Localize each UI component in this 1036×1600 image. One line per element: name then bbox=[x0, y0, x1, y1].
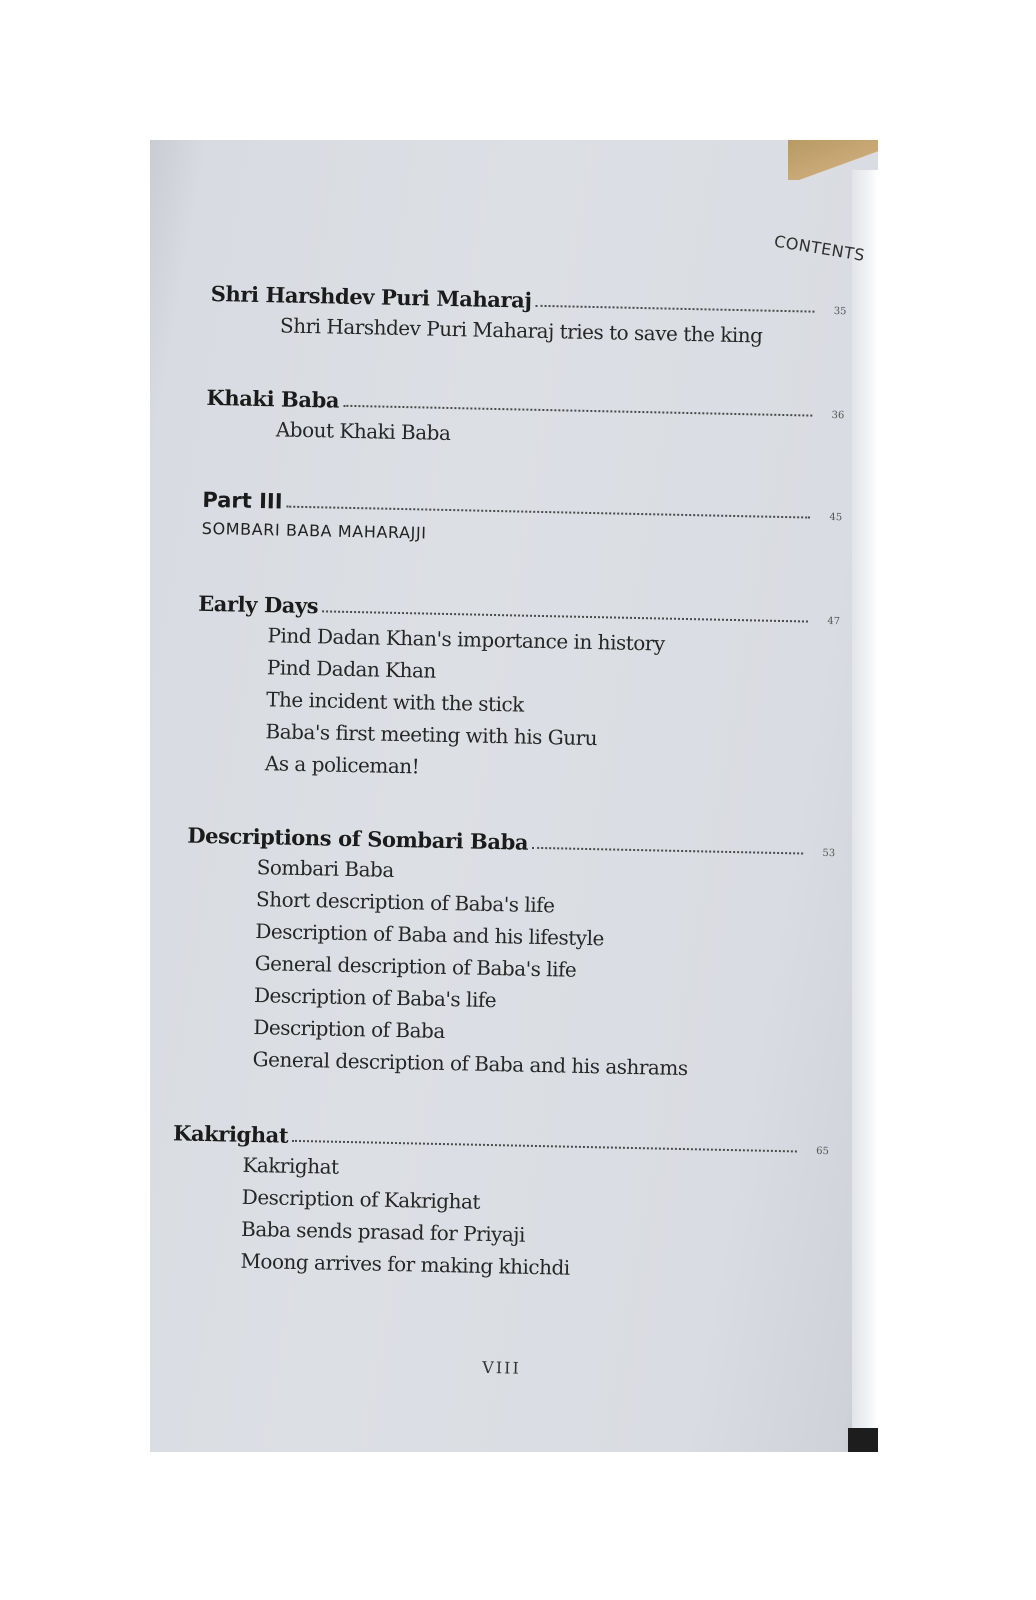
page-edge bbox=[852, 170, 878, 1452]
chapter-title: Kakrighat bbox=[172, 1120, 289, 1148]
subsection-item: Moong arrives for making khichdi bbox=[240, 1248, 570, 1280]
subsection-item: Description of Baba and his lifestyle bbox=[255, 919, 605, 951]
page-number: 35 bbox=[833, 306, 847, 318]
chapter-title: Descriptions of Sombari Baba bbox=[187, 822, 529, 855]
chapter-title: Khaki Baba bbox=[206, 384, 340, 413]
dot-leader bbox=[343, 405, 812, 417]
chapter-title: Early Days bbox=[197, 590, 319, 619]
toc-entry bbox=[206, 378, 845, 457]
subsection-list bbox=[195, 615, 841, 791]
part-title: Part III bbox=[202, 487, 283, 514]
toc-entry bbox=[195, 584, 841, 791]
subsection-list bbox=[170, 1147, 829, 1289]
page-number: 45 bbox=[829, 511, 843, 524]
subsection-item: Baba's first meeting with his Guru bbox=[265, 719, 598, 751]
subsection-item: Shri Harshdev Puri Maharaj tries to save the king bbox=[279, 313, 763, 348]
chapter-title: Shri Harshdev Puri Maharaj bbox=[210, 280, 532, 313]
dot-leader bbox=[535, 305, 814, 313]
page-folio: VIII bbox=[482, 1357, 521, 1378]
toc-entry bbox=[182, 816, 835, 1088]
subsection-item: Description of Baba bbox=[253, 1015, 446, 1044]
part-subtitle: SOMBARI BABA MAHARAJJI bbox=[201, 518, 427, 543]
subsection-item: As a policeman! bbox=[264, 751, 420, 779]
subsection-item: The incident with the stick bbox=[265, 687, 525, 717]
subsection-item: About Khaki Baba bbox=[275, 417, 451, 446]
subsection-item: Kakrighat bbox=[242, 1152, 339, 1179]
toc-entry bbox=[170, 1113, 829, 1289]
page-number: 65 bbox=[816, 1145, 830, 1158]
subsection-item: Description of Kakrighat bbox=[241, 1184, 481, 1214]
subsection-item: Sombari Baba bbox=[256, 855, 395, 882]
dot-leader bbox=[532, 847, 803, 855]
book-cover-corner bbox=[848, 1428, 878, 1452]
page-number: 47 bbox=[827, 615, 841, 628]
contents-page bbox=[150, 140, 867, 1452]
subsection-item: General description of Baba's life bbox=[254, 951, 577, 982]
running-head: CONTENTS bbox=[772, 231, 867, 265]
subsection-item: Pind Dadan Khan bbox=[266, 655, 437, 683]
page-number: 36 bbox=[831, 410, 845, 422]
subsection-item: Baba sends prasad for Priyaji bbox=[240, 1216, 526, 1247]
subsection-item: Description of Baba's life bbox=[253, 983, 497, 1013]
subsection-item: General description of Baba and his ashrams bbox=[252, 1047, 688, 1081]
subsection-item: Pind Dadan Khan's importance in history bbox=[267, 623, 665, 656]
subsection-item: Short description of Baba's life bbox=[255, 887, 555, 918]
subsection-list bbox=[182, 847, 836, 1088]
page-number: 53 bbox=[822, 847, 836, 860]
book-page-photo bbox=[150, 140, 878, 1452]
toc-entry bbox=[210, 274, 847, 353]
dot-leader bbox=[322, 610, 808, 622]
toc-part-entry bbox=[201, 480, 842, 557]
